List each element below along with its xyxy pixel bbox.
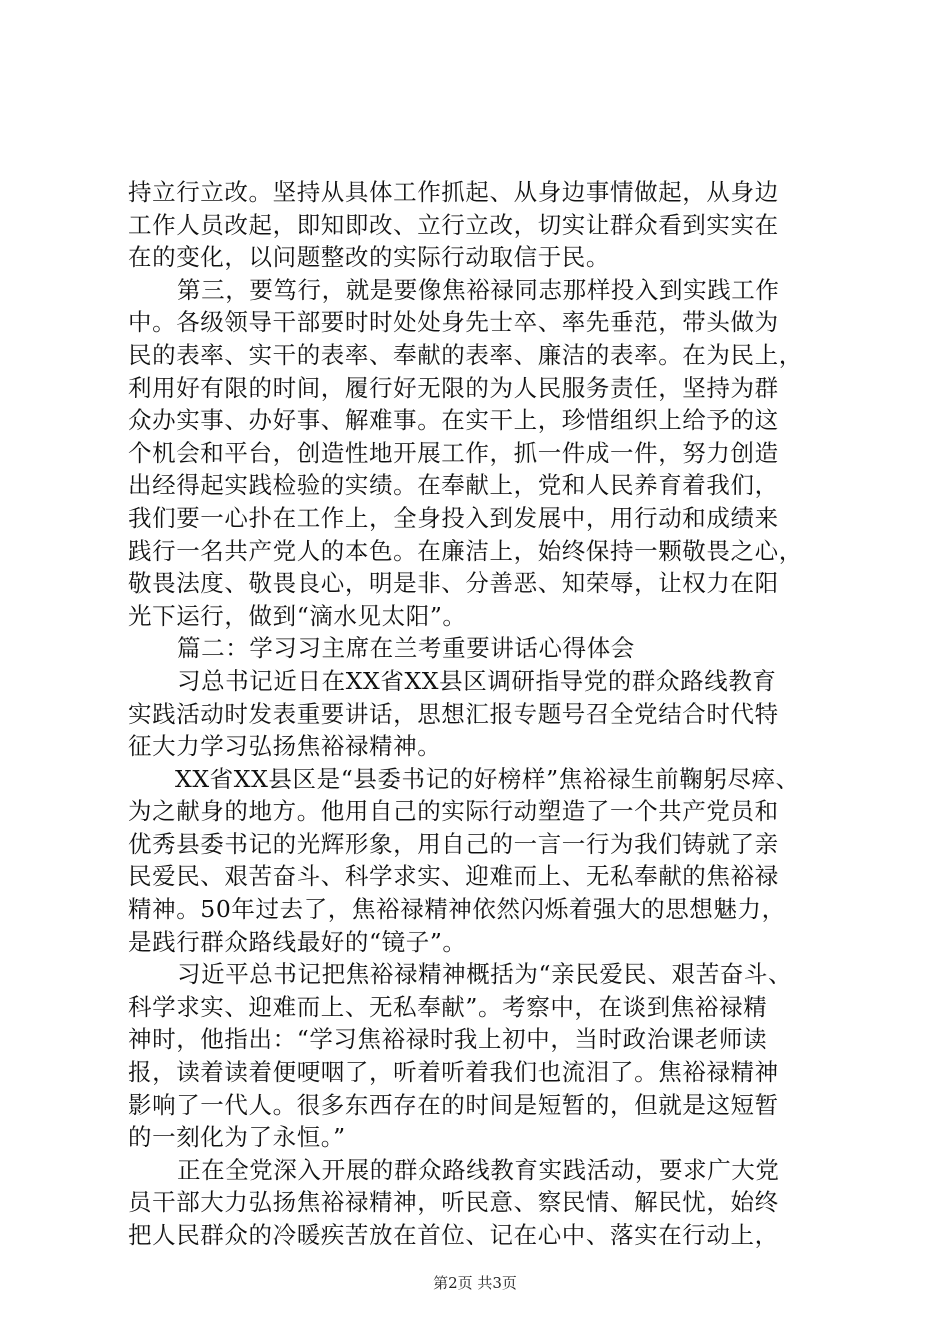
text-line: 民爱民、艰苦奋斗、科学求实、迎难而上、无私奉献的焦裕禄 [128, 862, 779, 891]
text-line: 习近平总书记把焦裕禄精神概括为“亲民爱民、艰苦奋斗、 [177, 960, 793, 989]
section-heading: 篇二：学习习主席在兰考重要讲话心得体会 [177, 634, 635, 663]
text-line: 的一刻化为了永恒。” [128, 1123, 346, 1152]
text-line: 征大力学习弘扬焦裕禄精神。 [128, 732, 442, 761]
text-line: 习总书记近日在XX省XX县区调研指导党的群众路线教育 [177, 666, 777, 695]
page-number-label: 第2页 共3页 [433, 1274, 517, 1292]
text-line: 光下运行，做到“滴水见太阳”。 [128, 601, 467, 630]
text-line: 敬畏法度、敬畏良心，明是非、分善恶、知荣辱，让权力在阳 [128, 569, 779, 598]
page-footer [0, 1272, 950, 1293]
text-line: 个机会和平台，创造性地开展工作，抓一件成一件，努力创造 [128, 438, 779, 467]
document-body [128, 176, 834, 1252]
text-line: XX省XX县区是“县委书记的好榜样”焦裕禄生前鞠躬尽瘁、 [175, 764, 800, 793]
text-line: 民的表率、实干的表率、奉献的表率、廉洁的表率。在为民上， [128, 340, 803, 369]
text-line: 在的变化，以问题整改的实际行动取信于民。 [128, 243, 610, 272]
text-line: 实践活动时发表重要讲话，思想汇报专题号召全党结合时代特 [128, 699, 779, 728]
text-line: 我们要一心扑在工作上，全身投入到发展中，用行动和成绩来 [128, 503, 779, 532]
text-line: 员干部大力弘扬焦裕禄精神，听民意、察民情、解民忧，始终 [128, 1188, 779, 1217]
text-line: 正在全党深入开展的群众路线教育实践活动，要求广大党 [177, 1155, 780, 1184]
text-line: 利用好有限的时间，履行好无限的为人民服务责任，坚持为群 [128, 373, 779, 402]
text-line: 把人民群众的冷暖疾苦放在首位、记在心中、落实在行动上， [128, 1221, 779, 1249]
text-line: 优秀县委书记的光辉形象，用自己的一言一行为我们铸就了亲 [128, 829, 779, 858]
text-line: 践行一名共产党人的本色。在廉洁上，始终保持一颗敬畏之心， [128, 536, 803, 565]
text-line: 第三，要笃行，就是要像焦裕禄同志那样投入到实践工作 [177, 275, 780, 304]
text-line: 为之献身的地方。他用自己的实际行动塑造了一个共产党员和 [128, 797, 779, 826]
text-line: 出经得起实践检验的实绩。在奉献上，党和人民养育着我们， [128, 471, 779, 500]
text-line: 众办实事、办好事、解难事。在实干上，珍惜组织上给予的这 [128, 406, 779, 435]
text-line: 影响了一代人。很多东西存在的时间是短暂的，但就是这短暂 [128, 1090, 779, 1119]
text-line: 科学求实、迎难而上、无私奉献”。考察中，在谈到焦裕禄精 [128, 992, 768, 1021]
text-line: 持立行立改。坚持从具体工作抓起、从身边事情做起，从身边 [128, 178, 779, 206]
text-line: 工作人员改起，即知即改、立行立改，切实让群众看到实实在 [128, 210, 779, 239]
text-line: 报，读着读着便哽咽了，听着听着我们也流泪了。焦裕禄精神 [128, 1058, 779, 1087]
text-line: 精神。50年过去了，焦裕禄精神依然闪烁着强大的思想魅力， [128, 895, 786, 924]
text-line: 是践行群众路线最好的“镜子”。 [128, 927, 467, 956]
text-line: 中。各级领导干部要时时处处身先士卒、率先垂范，带头做为 [128, 308, 779, 337]
text-line: 神时，他指出：“学习焦裕禄时我上初中，当时政治课老师读 [128, 1025, 768, 1054]
